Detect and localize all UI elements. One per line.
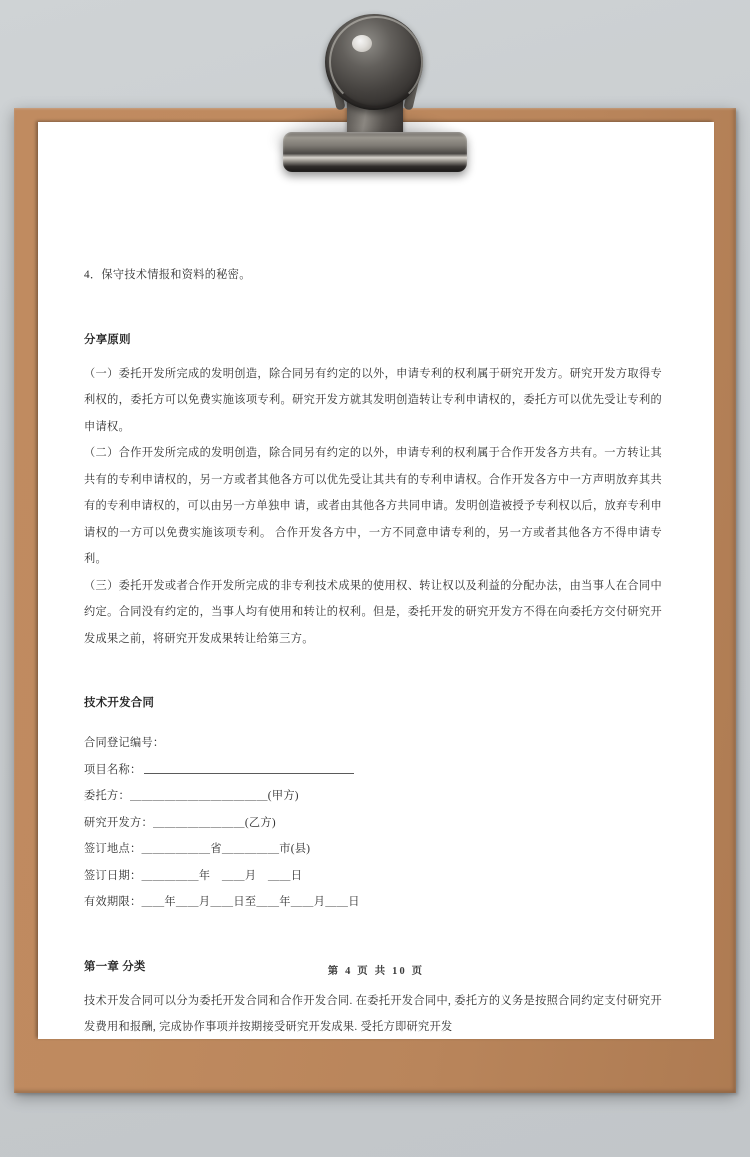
- spacer: [84, 353, 662, 361]
- field-label: 有效期限：: [84, 896, 142, 908]
- field-blank[interactable]: ＿＿＿＿＿年 ＿＿月 ＿＿日: [141, 869, 303, 882]
- field-label: 项目名称：: [84, 763, 142, 776]
- field-developer-party: [84, 810, 662, 837]
- field-label: 签订日期：: [84, 869, 142, 882]
- field-blank[interactable]: ＿＿＿＿＿＿＿＿＿＿＿＿(甲方): [129, 790, 299, 802]
- list-item-4: 4．保守技术情报和资料的秘密。: [84, 269, 251, 281]
- paragraph-share-1: （一）委托开发所完成的发明创造，除合同另有约定的以外，申请专利的权利属于研究开发方。研究开发方取得专利权的，委托方可以免费实施该项专利。研究开发方就其发明创造转让专利申请权的，委托方可以优先受让专利的申请权。: [84, 367, 662, 433]
- field-validity-period: [84, 889, 662, 916]
- spacer: [84, 652, 662, 690]
- heading-share-principles: 分享原则: [84, 333, 131, 346]
- clip-disc-ring: [329, 16, 423, 108]
- field-project-name: [84, 757, 662, 784]
- spacer: [84, 980, 662, 988]
- heading-chapter-one: 第一章 分类: [84, 960, 146, 973]
- clipboard-clip: [285, 14, 465, 174]
- clip-bar: [283, 132, 467, 172]
- field-contract-registration-number: [84, 730, 662, 757]
- heading-contract-title: 技术开发合同: [84, 697, 155, 709]
- document-page: [38, 122, 714, 1039]
- spacer: [84, 716, 662, 730]
- field-label: 签订地点：: [84, 843, 142, 855]
- paragraph-share-2: （二）合作开发所完成的发明创造，除合同另有约定的以外，申请专利的权利属于合作开发各方共有。一方转让其共有的专利申请权的，另一方或者其他各方可以优先受让其共有的专利申请权。合作开发各方中一方声明放弃其共有的专利申请权的，可以由另一方单独申 请，或者由其他各方共同申请。发明创造被授予专利权以后，放弃专利申请权的一方可以免费实施该项专利。 合作开发各方中，一方不同意申请专利的，另一方或者其他各方不得申请专利。: [84, 447, 662, 565]
- paragraph-chapter-one: 技术开发合同可以分为委托开发合同和合作开发合同. 在委托开发合同中, 委托方的义务是按照合同约定支付研究开发费用和报酬, 完成协作事项并按期接受研究开发成果. 受托方即研究开发: [84, 994, 662, 1033]
- field-blank[interactable]: ＿＿＿＿＿＿＿＿(乙方): [152, 816, 276, 829]
- field-client-party: [84, 783, 662, 810]
- field-label: 研究开发方：: [84, 816, 153, 829]
- document-body: [84, 262, 662, 1039]
- field-label: 委托方：: [84, 790, 130, 802]
- paragraph-share-3: （三）委托开发或者合作开发所完成的非专利技术成果的使用权、转让权以及利益的分配办法，由当事人在合同中约定。合同没有约定的，当事人均有使用和转让的权利。但是，委托开发的研究开发方不得在向委托方交付研究开发成果之前，将研究开发成果转让给第三方。: [84, 579, 662, 645]
- field-signing-date: [84, 863, 662, 890]
- field-blank[interactable]: ＿＿年＿＿月＿＿日至＿＿年＿＿月＿＿日: [141, 896, 360, 908]
- field-blank-rule[interactable]: [144, 762, 354, 774]
- field-blank[interactable]: ＿＿＿＿＿＿省＿＿＿＿＿市(县): [141, 843, 311, 855]
- clipboard: [14, 108, 736, 1093]
- field-label: 合同登记编号：: [84, 737, 165, 749]
- spacer: [84, 289, 662, 327]
- page-footer: 第 4 页 共 10 页: [327, 966, 425, 977]
- spacer: [84, 916, 662, 954]
- field-signing-location: [84, 836, 662, 863]
- paper-sheet: [38, 122, 714, 1039]
